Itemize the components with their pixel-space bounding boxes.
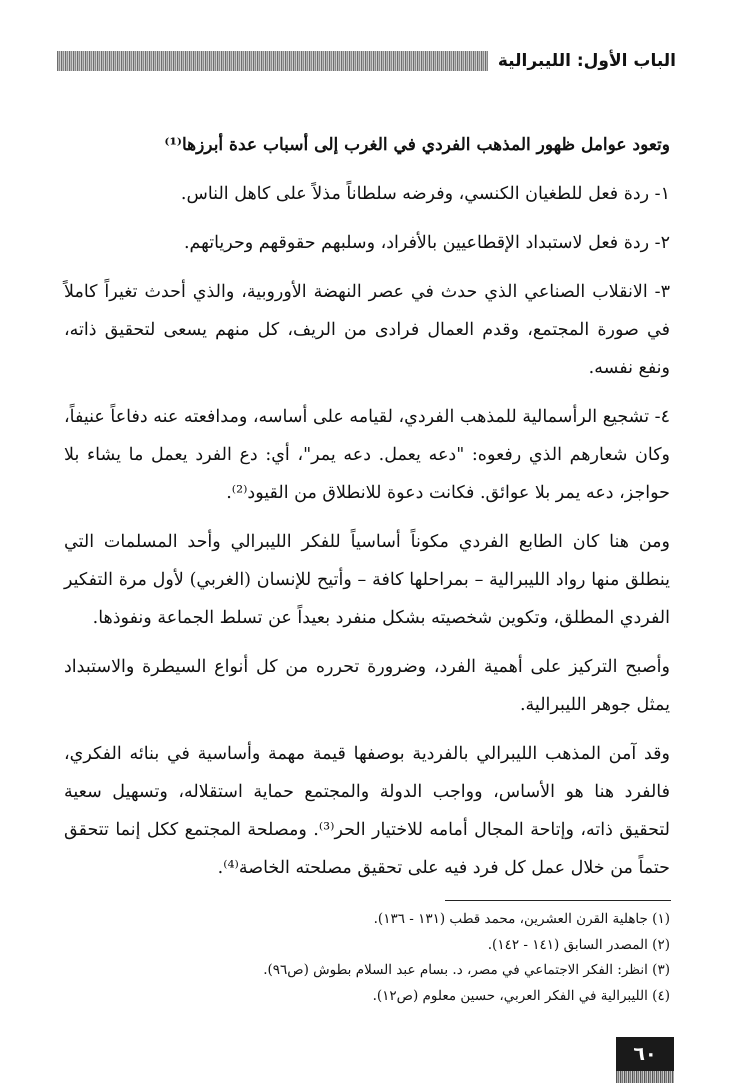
footnote-2: (٢) المصدر السابق (١٤١ - ١٤٢). (487, 936, 670, 953)
running-header (57, 44, 676, 78)
footnote-1: (١) جاهلية القرن العشرين، محمد قطب (١٣١ - ١٣٦). (373, 911, 670, 927)
list-item-4: ٤- تشجيع الرأسمالية للمذهب الفردي، لقيامه على أساسه، ومدافعته عنه دفاعاً عنيفاً، وكان شعارهم الذي رفعوه: "دعه يعمل. دعه يمر"، أي: دع الفرد يعمل ما يشاء بلا حواجز، دعه يمر بلا عوائق. فكانت دعوة للانطلاق من القيود⁽²⁾. (64, 407, 670, 503)
chapter-title: الباب الأول: الليبرالية (497, 51, 676, 71)
footnotes (64, 907, 670, 1009)
page-body (64, 126, 670, 898)
body-paragraph: وأصبح التركيز على أهمية الفرد، وضرورة تحرره من كل أنواع السيطرة والاستبداد يمثل جوهر الليبرالية. (64, 657, 670, 715)
footnote-3: (٣) انظر: الفكر الاجتماعي في مصر، د. بسام عبد السلام بطوش (ص٩٦). (263, 962, 670, 978)
intro-paragraph: وتعود عوامل ظهور المذهب الفردي في الغرب إلى أسباب عدة أبرزها⁽¹⁾ (164, 135, 670, 155)
list-item-3: ٣- الانقلاب الصناعي الذي حدث في عصر النهضة الأوروبية، والذي أحدث تغيراً كاملاً في صورة المجتمع، وقدم العمال فرادى من الريف، كل منهم يسعى لتحقيق ذاته، ونفع نفسه. (64, 282, 670, 378)
body-paragraph: ومن هنا كان الطابع الفردي مكوناً أساسياً للفكر الليبرالي وأحد المسلمات التي ينطلق منها رواد الليبرالية – بمراحلها كافة – وأتيح للإنسان (الغربي) لأول مرة التفكير الفردي المطلق، وتكوين شخصيته بشكل منفرد بعيداً عن تسلط الجماعة ونفوذها. (64, 532, 670, 628)
header-decorative-band (57, 51, 488, 71)
footnote-divider (445, 900, 671, 901)
body-paragraph: وقد آمن المذهب الليبرالي بالفردية بوصفها قيمة مهمة وأساسية في بنائه الفكري، فالفرد هنا هو الأساس، وواجب الدولة والمجتمع حماية استقلاله، وتسهيل سعية لتحقيق ذاته، وإتاحة المجال أمامه للاختيار الحر⁽³⁾. ومصلحة المجتمع ككل إنما تتحقق حتماً من خلال عمل كل فرد فيه على تحقيق مصلحته الخاصة⁽⁴⁾. (64, 744, 670, 878)
page-number-decorative-strip (616, 1071, 674, 1083)
page-number: ٦٠ (616, 1037, 674, 1071)
footnote-4: (٤) الليبرالية في الفكر العربي، حسين معلوم (ص١٢). (372, 987, 670, 1004)
list-item-2: ٢- ردة فعل لاستبداد الإقطاعيين بالأفراد، وسلبهم حقوقهم وحرياتهم. (183, 233, 670, 253)
list-item-1: ١- ردة فعل للطغيان الكنسي، وفرضه سلطاناً مذلاً على كاهل الناس. (180, 184, 670, 204)
